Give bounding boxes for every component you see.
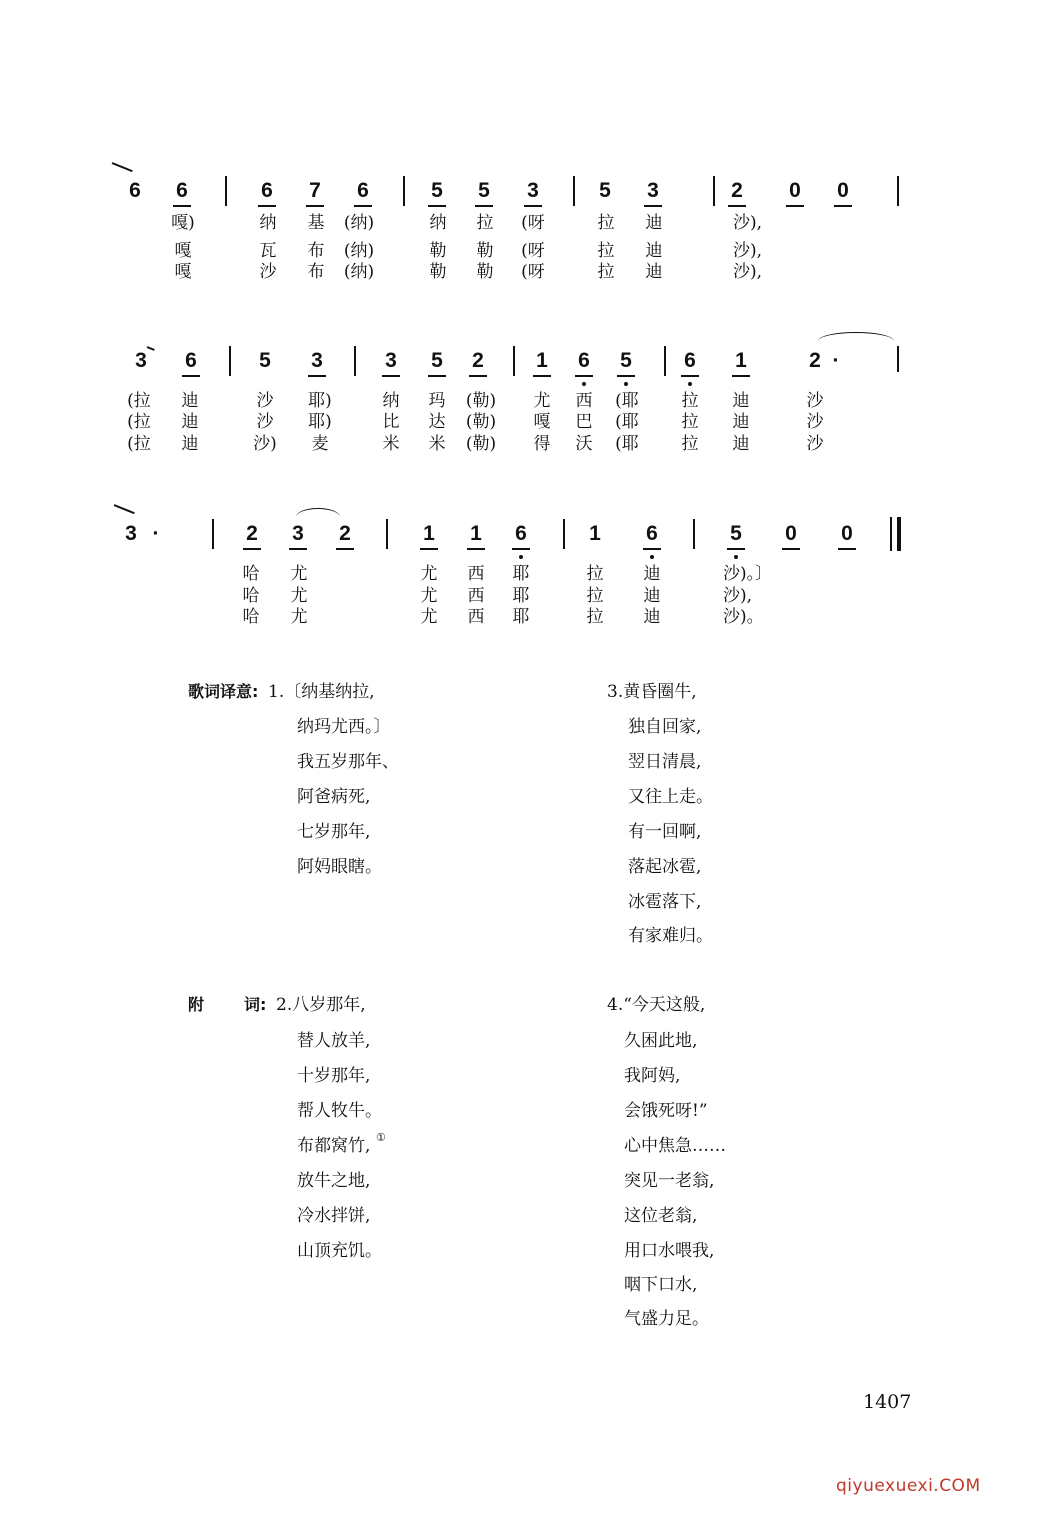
note: 1 [414,521,444,547]
verse-line: 冰雹落下, [628,892,702,912]
note: 3 [376,348,406,374]
lyric-syllable: 耶 [512,564,530,584]
breath-mark [112,162,133,172]
lyric-syllable: 布 [307,241,325,261]
barline [897,346,899,372]
barline [573,176,575,206]
note: 3 [125,522,137,545]
verse-line: 冷水拌饼, [297,1206,371,1226]
barline [386,519,388,549]
lyric-syllable: (拉 [127,412,151,432]
lyric-syllable: 耶) [308,391,332,411]
lyric-syllable: (呀 [521,262,545,282]
note: 5 [469,178,499,204]
note: 5 [721,521,751,547]
lyric-syllable: 纳 [259,213,277,233]
note: 2 [237,521,267,547]
lyric-syllable: 迪 [181,412,199,432]
note: 6 [506,521,536,547]
verse-line: 我阿妈, [624,1066,681,1086]
lyric-syllable: (耶 [615,412,639,432]
note: 6 [675,348,705,374]
note: 6 [569,348,599,374]
barline [403,176,405,206]
barline [212,519,214,549]
lyric-syllable: 嘎 [533,412,551,432]
lyric-syllable: 沙 [806,412,824,432]
note: 6 [167,178,197,204]
lyric-syllable: 拉 [586,586,604,606]
verse-line: 2.八岁那年, [276,995,366,1015]
verse-line: 又往上走。 [628,787,713,807]
lyric-syllable: (勒) [465,391,497,411]
note: 2 [809,349,821,372]
lyric-syllable: 西 [467,586,485,606]
slur-mark [296,508,340,517]
verse-line: 山顶充饥。 [297,1241,382,1261]
lyric-syllable: 沙 [256,391,274,411]
note: 0 [780,178,810,204]
final-barline-thick [897,517,901,551]
lyric-syllable: 瓦 [259,241,277,261]
note: 6 [129,179,141,202]
page-number: 1407 [863,1391,912,1413]
lyric-syllable: 西 [467,564,485,584]
lyric-syllable: 沃 [575,434,593,454]
verse-line: 会饿死呀!” [624,1101,708,1121]
note: 3 [638,178,668,204]
note: 3 [135,349,147,372]
lyric-syllable: (纳) [343,241,375,261]
lyric-syllable: (拉 [127,434,151,454]
lyric-syllable: 麦 [311,434,329,454]
lyric-syllable: 尤 [290,564,308,584]
verse-line: 放牛之地, [297,1171,371,1191]
lyric-syllable: 迪 [732,412,750,432]
lyric-syllable: 尤 [533,391,551,411]
lyric-syllable: 勒 [476,241,494,261]
lyric-syllable: 得 [533,434,551,454]
barline [563,519,565,549]
lyric-syllable: 沙)。 [723,607,764,627]
verse-line: 气盛力足。 [624,1309,709,1329]
lyric-syllable: 尤 [420,607,438,627]
slur-mark [818,332,894,341]
lyric-syllable: 嘎) [171,213,195,233]
verse-line: 有一回啊, [628,822,702,842]
verse-line: 久困此地, [624,1031,698,1051]
barline [225,176,227,206]
note: 5 [259,349,271,372]
note: 2 [330,521,360,547]
lyric-syllable: 尤 [420,564,438,584]
lyric-syllable: 沙)。〕 [723,564,773,584]
lyric-syllable: 尤 [420,586,438,606]
note: 3 [302,348,332,374]
lyric-syllable: 拉 [586,564,604,584]
lyric-syllable: 沙) [253,434,277,454]
verse-line: 我五岁那年、 [297,752,399,772]
lyric-syllable: 比 [382,412,400,432]
note: 6 [252,178,282,204]
lyric-syllable: 沙 [256,412,274,432]
lyric-syllable: 勒 [429,262,447,282]
lyric-syllable: 拉 [586,607,604,627]
lyric-syllable: (纳) [343,213,375,233]
verse-line: 纳玛尤西。〕 [297,717,391,737]
lyric-syllable: 纳 [429,213,447,233]
verse-line: 突见一老翁, [624,1171,715,1191]
lyric-syllable: 耶 [512,586,530,606]
lyric-syllable: 达 [428,412,446,432]
lyric-syllable: 迪 [643,564,661,584]
lyric-syllable: 西 [575,391,593,411]
verse-line: 阿妈眼瞎。 [297,857,382,877]
verse-line: 用口水喂我, [624,1241,715,1261]
barline [513,346,515,376]
note: 1 [726,348,756,374]
lyric-syllable: 迪 [645,262,663,282]
note: 7 [300,178,330,204]
note: 1 [461,521,491,547]
verse-line: 替人放羊, [297,1031,371,1051]
lyric-syllable: 迪 [181,434,199,454]
barline [713,176,715,206]
lyric-syllable: 巴 [575,412,593,432]
lyric-syllable: (勒) [465,412,497,432]
note: 2 [463,348,493,374]
lyric-syllable: 沙), [733,262,763,282]
lyric-syllable: 迪 [181,391,199,411]
lyric-syllable: 米 [428,434,446,454]
lyric-syllable: 沙), [733,213,763,233]
lyric-syllable: 哈 [242,586,260,606]
barline [693,519,695,549]
verse-line: 咽下口水, [624,1275,698,1295]
verse-line: 翌日清晨, [628,752,702,772]
lyric-syllable: 米 [382,434,400,454]
lyric-syllable: 纳 [382,391,400,411]
note: 1 [527,348,557,374]
lyric-syllable: 尤 [290,607,308,627]
verse-line: 这位老翁, [624,1206,698,1226]
watermark: qiyuexuexi.COM [836,1476,981,1496]
lyric-syllable: 耶 [512,607,530,627]
note: 3 [518,178,548,204]
lyric-syllable: 迪 [645,241,663,261]
lyric-syllable: 嘎 [174,241,192,261]
verse-line: 1.〔纳基纳拉, [268,682,375,702]
lyric-syllable: 迪 [643,586,661,606]
verse-line: 七岁那年, [297,822,371,842]
lyric-syllable: (拉 [127,391,151,411]
lyric-syllable: 迪 [732,391,750,411]
lyric-syllable: (呀 [521,213,545,233]
lyric-syllable: 沙 [259,262,277,282]
note: 5 [611,348,641,374]
lyric-syllable: (呀 [521,241,545,261]
note: 6 [637,521,667,547]
lyric-syllable: (纳) [343,262,375,282]
lyric-syllable: 勒 [429,241,447,261]
lyric-syllable: 拉 [681,412,699,432]
barline [229,346,231,376]
final-barline-thin [890,517,892,551]
lyric-syllable: 基 [307,213,325,233]
verse-line: 布都窝竹, [297,1136,371,1156]
note: 3 [283,521,313,547]
verse-line: 十岁那年, [297,1066,371,1086]
lyric-syllable: 耶) [308,412,332,432]
note: 5 [422,178,452,204]
lyric-syllable: (耶 [615,391,639,411]
lyric-syllable: 哈 [242,564,260,584]
lyric-syllable: 拉 [681,434,699,454]
lyric-syllable: 布 [307,262,325,282]
lyric-syllable: 拉 [597,241,615,261]
lyric-syllable: (耶 [615,434,639,454]
note: 2 [722,178,752,204]
note: 0 [828,178,858,204]
extra-label-b: 词: [244,995,267,1014]
barline [897,176,899,206]
lyric-syllable: 尤 [290,586,308,606]
note-dot: · [832,349,840,372]
lyric-syllable: 勒 [476,262,494,282]
verse-line: 落起冰雹, [628,857,702,877]
note: 0 [776,521,806,547]
verse-line: 心中焦急…… [624,1136,726,1156]
lyric-syllable: 拉 [681,391,699,411]
lyric-syllable: 玛 [428,391,446,411]
note: 5 [599,179,611,202]
verse-line: 帮人牧牛。 [297,1101,382,1121]
verse-line: 3.黄昏圈牛, [607,682,697,702]
note: 6 [176,348,206,374]
lyric-syllable: 迪 [645,213,663,233]
footnote-marker: ① [376,1131,386,1144]
extra-label-a: 附 [188,995,205,1014]
lyric-syllable: 沙 [806,391,824,411]
lyric-syllable: 沙), [723,586,753,606]
lyric-syllable: 西 [467,607,485,627]
lyric-syllable: 迪 [643,607,661,627]
note: 0 [832,521,862,547]
verse-line: 阿爸病死, [297,787,371,807]
barline [664,346,666,376]
lyric-syllable: 拉 [597,262,615,282]
lyric-syllable: 拉 [476,213,494,233]
note: 5 [422,348,452,374]
verse-line: 独自回家, [628,717,702,737]
translation-label: 歌词译意: [188,682,259,701]
lyric-syllable: 沙 [806,434,824,454]
barline [354,346,356,376]
lyric-syllable: 迪 [732,434,750,454]
breath-mark [114,504,135,514]
lyric-syllable: (勒) [465,434,497,454]
verse-line: 4.“今天这般, [607,995,706,1015]
lyric-syllable: 哈 [242,607,260,627]
lyric-syllable: 沙), [733,241,763,261]
lyric-syllable: 拉 [597,213,615,233]
note-dot: · [152,522,160,545]
note: 1 [589,522,601,545]
verse-line: 有家难归。 [628,926,713,946]
note: 6 [348,178,378,204]
lyric-syllable: 嘎 [174,262,192,282]
